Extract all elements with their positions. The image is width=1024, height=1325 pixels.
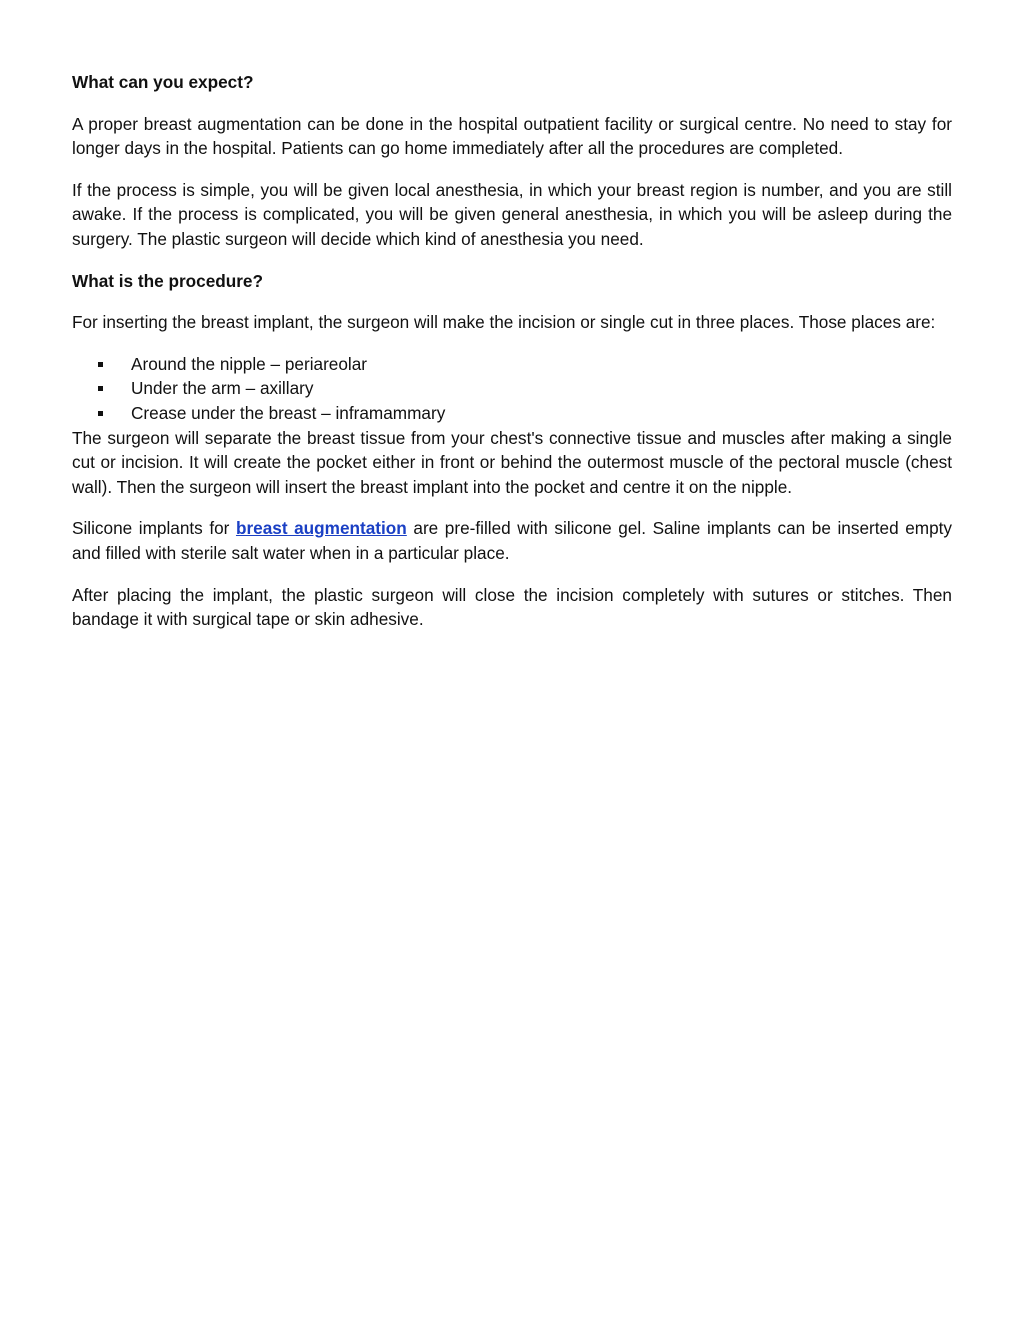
list-item-text: Around the nipple – periareolar — [131, 353, 368, 374]
paragraph-expect: A proper breast augmentation can be done in the hospital outpatient facility or surgical centre. No need to stay for longer days in the hospital. Patients can go home immediately after all the procedures are completed. — [72, 113, 952, 159]
square-bullet-icon — [98, 362, 103, 367]
paragraph-pocket: The surgeon will separate the breast tissue from your chest's connective tissue and muscles after making a single cut or incision. It will create the pocket either in front or behind the outermost muscle of the pectoral muscle (chest wall). Then the surgeon will insert the breast implant into the pocket and centre it on the nipple. — [72, 427, 952, 497]
heading-what-to-expect: What can you expect? — [72, 72, 254, 92]
square-bullet-icon — [98, 386, 103, 391]
square-bullet-icon — [98, 411, 103, 416]
paragraph-closing: After placing the implant, the plastic surgeon will close the incision completely with sutures or stitches. Then bandage it with surgical tape or skin adhesive. — [72, 584, 952, 630]
incision-list — [72, 352, 952, 426]
list-item-text: Crease under the breast – inframammary — [131, 402, 446, 423]
document-page — [72, 70, 952, 649]
paragraph-implants — [72, 516, 952, 565]
list-item — [72, 401, 952, 426]
paragraph-anesthesia: If the process is simple, you will be given local anesthesia, in which your breast region is number, and you are still awake. If the process is complicated, you will be given general anesthesia, in which you will be asleep during the surgery. The plastic surgeon will decide which kind of anesthesia you need. — [72, 179, 952, 249]
implants-text-before: Silicone implants for — [72, 518, 236, 539]
list-item-text: Under the arm – axillary — [131, 378, 314, 399]
list-item — [72, 376, 952, 401]
breast-augmentation-link[interactable]: breast augmentation — [235, 518, 407, 539]
heading-procedure: What is the procedure? — [72, 270, 263, 291]
list-item — [72, 352, 952, 377]
paragraph-incision-places: For inserting the breast implant, the surgeon will make the incision or single cut in three places. Those places are: — [72, 312, 936, 333]
implants-text-after: are pre-filled with silicone gel. Saline implants can be inserted empty and filled with sterile salt water when in a particular place. — [72, 518, 953, 563]
